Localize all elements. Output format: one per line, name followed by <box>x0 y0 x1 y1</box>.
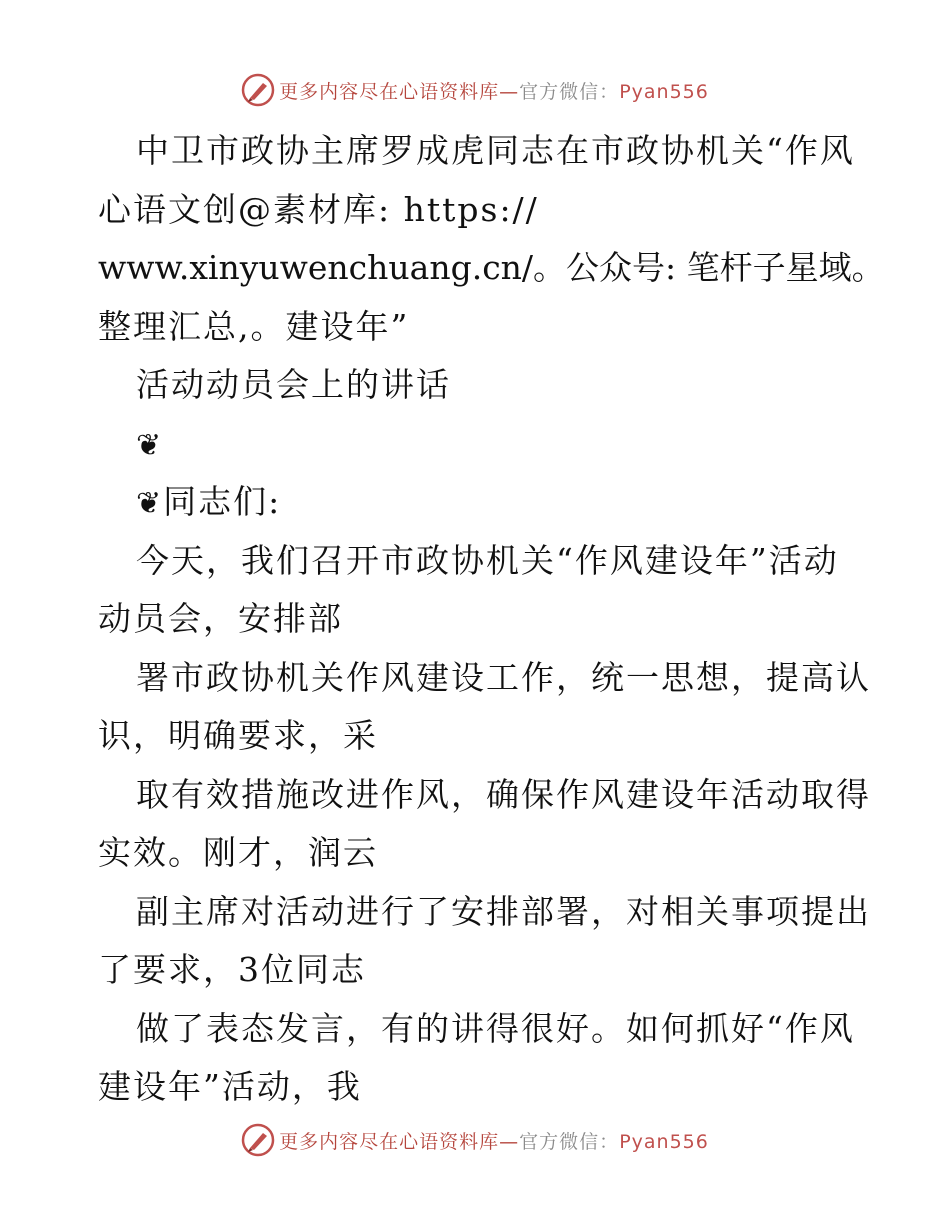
header-banner <box>0 70 950 110</box>
pen-logo-icon <box>241 73 275 107</box>
paragraph-line: 实效。刚才，润云 <box>98 833 378 872</box>
paragraph-line: 做了表态发言，有的讲得很好。如何抓好“作风 <box>136 1008 855 1048</box>
footer-banner <box>0 1120 950 1160</box>
paragraph-line: 心语文创@素材库: https:// <box>98 189 539 229</box>
paragraph-line: 动员会，安排部 <box>98 599 343 638</box>
paragraph-line: www.xinyuwenchuang.cn/。公众号: 笔杆子星域。 <box>98 248 885 287</box>
paragraph-line: 中卫市政协主席罗成虎同志在市政协机关“作风 <box>136 131 855 170</box>
pen-logo-icon <box>241 1123 275 1157</box>
paragraph-line: 副主席对活动进行了安排部署，对相关事项提出 <box>136 891 871 931</box>
salutation-line <box>98 473 858 532</box>
salutation-text: 同志们: <box>163 482 282 521</box>
banner-text: 更多内容尽在心语资料库—官方微信：Pyan556 <box>279 1130 709 1153</box>
paragraph-line: 建设年”活动，我 <box>98 1067 362 1106</box>
paragraph-line: 整理汇总,。建设年” <box>98 306 410 346</box>
ornament-icon: ❦ <box>136 486 164 521</box>
paragraph-line: 活动动员会上的讲话 <box>136 365 451 404</box>
paragraph-line: 识，明确要求，采 <box>98 716 378 755</box>
ornament-line <box>98 415 858 474</box>
document-body <box>98 122 885 1117</box>
banner-text: 更多内容尽在心语资料库—官方微信：Pyan556 <box>279 80 709 103</box>
paragraph-line: 取有效措施改进作风，确保作风建设年活动取得 <box>136 774 871 814</box>
ornament-icon: ❦ <box>136 427 164 463</box>
paragraph-line: 了要求，3位同志 <box>98 950 366 989</box>
paragraph-line: 今天，我们召开市政协机关“作风建设年”活动 <box>136 540 839 580</box>
paragraph-line: 署市政协机关作风建设工作，统一思想，提高认 <box>136 657 871 697</box>
